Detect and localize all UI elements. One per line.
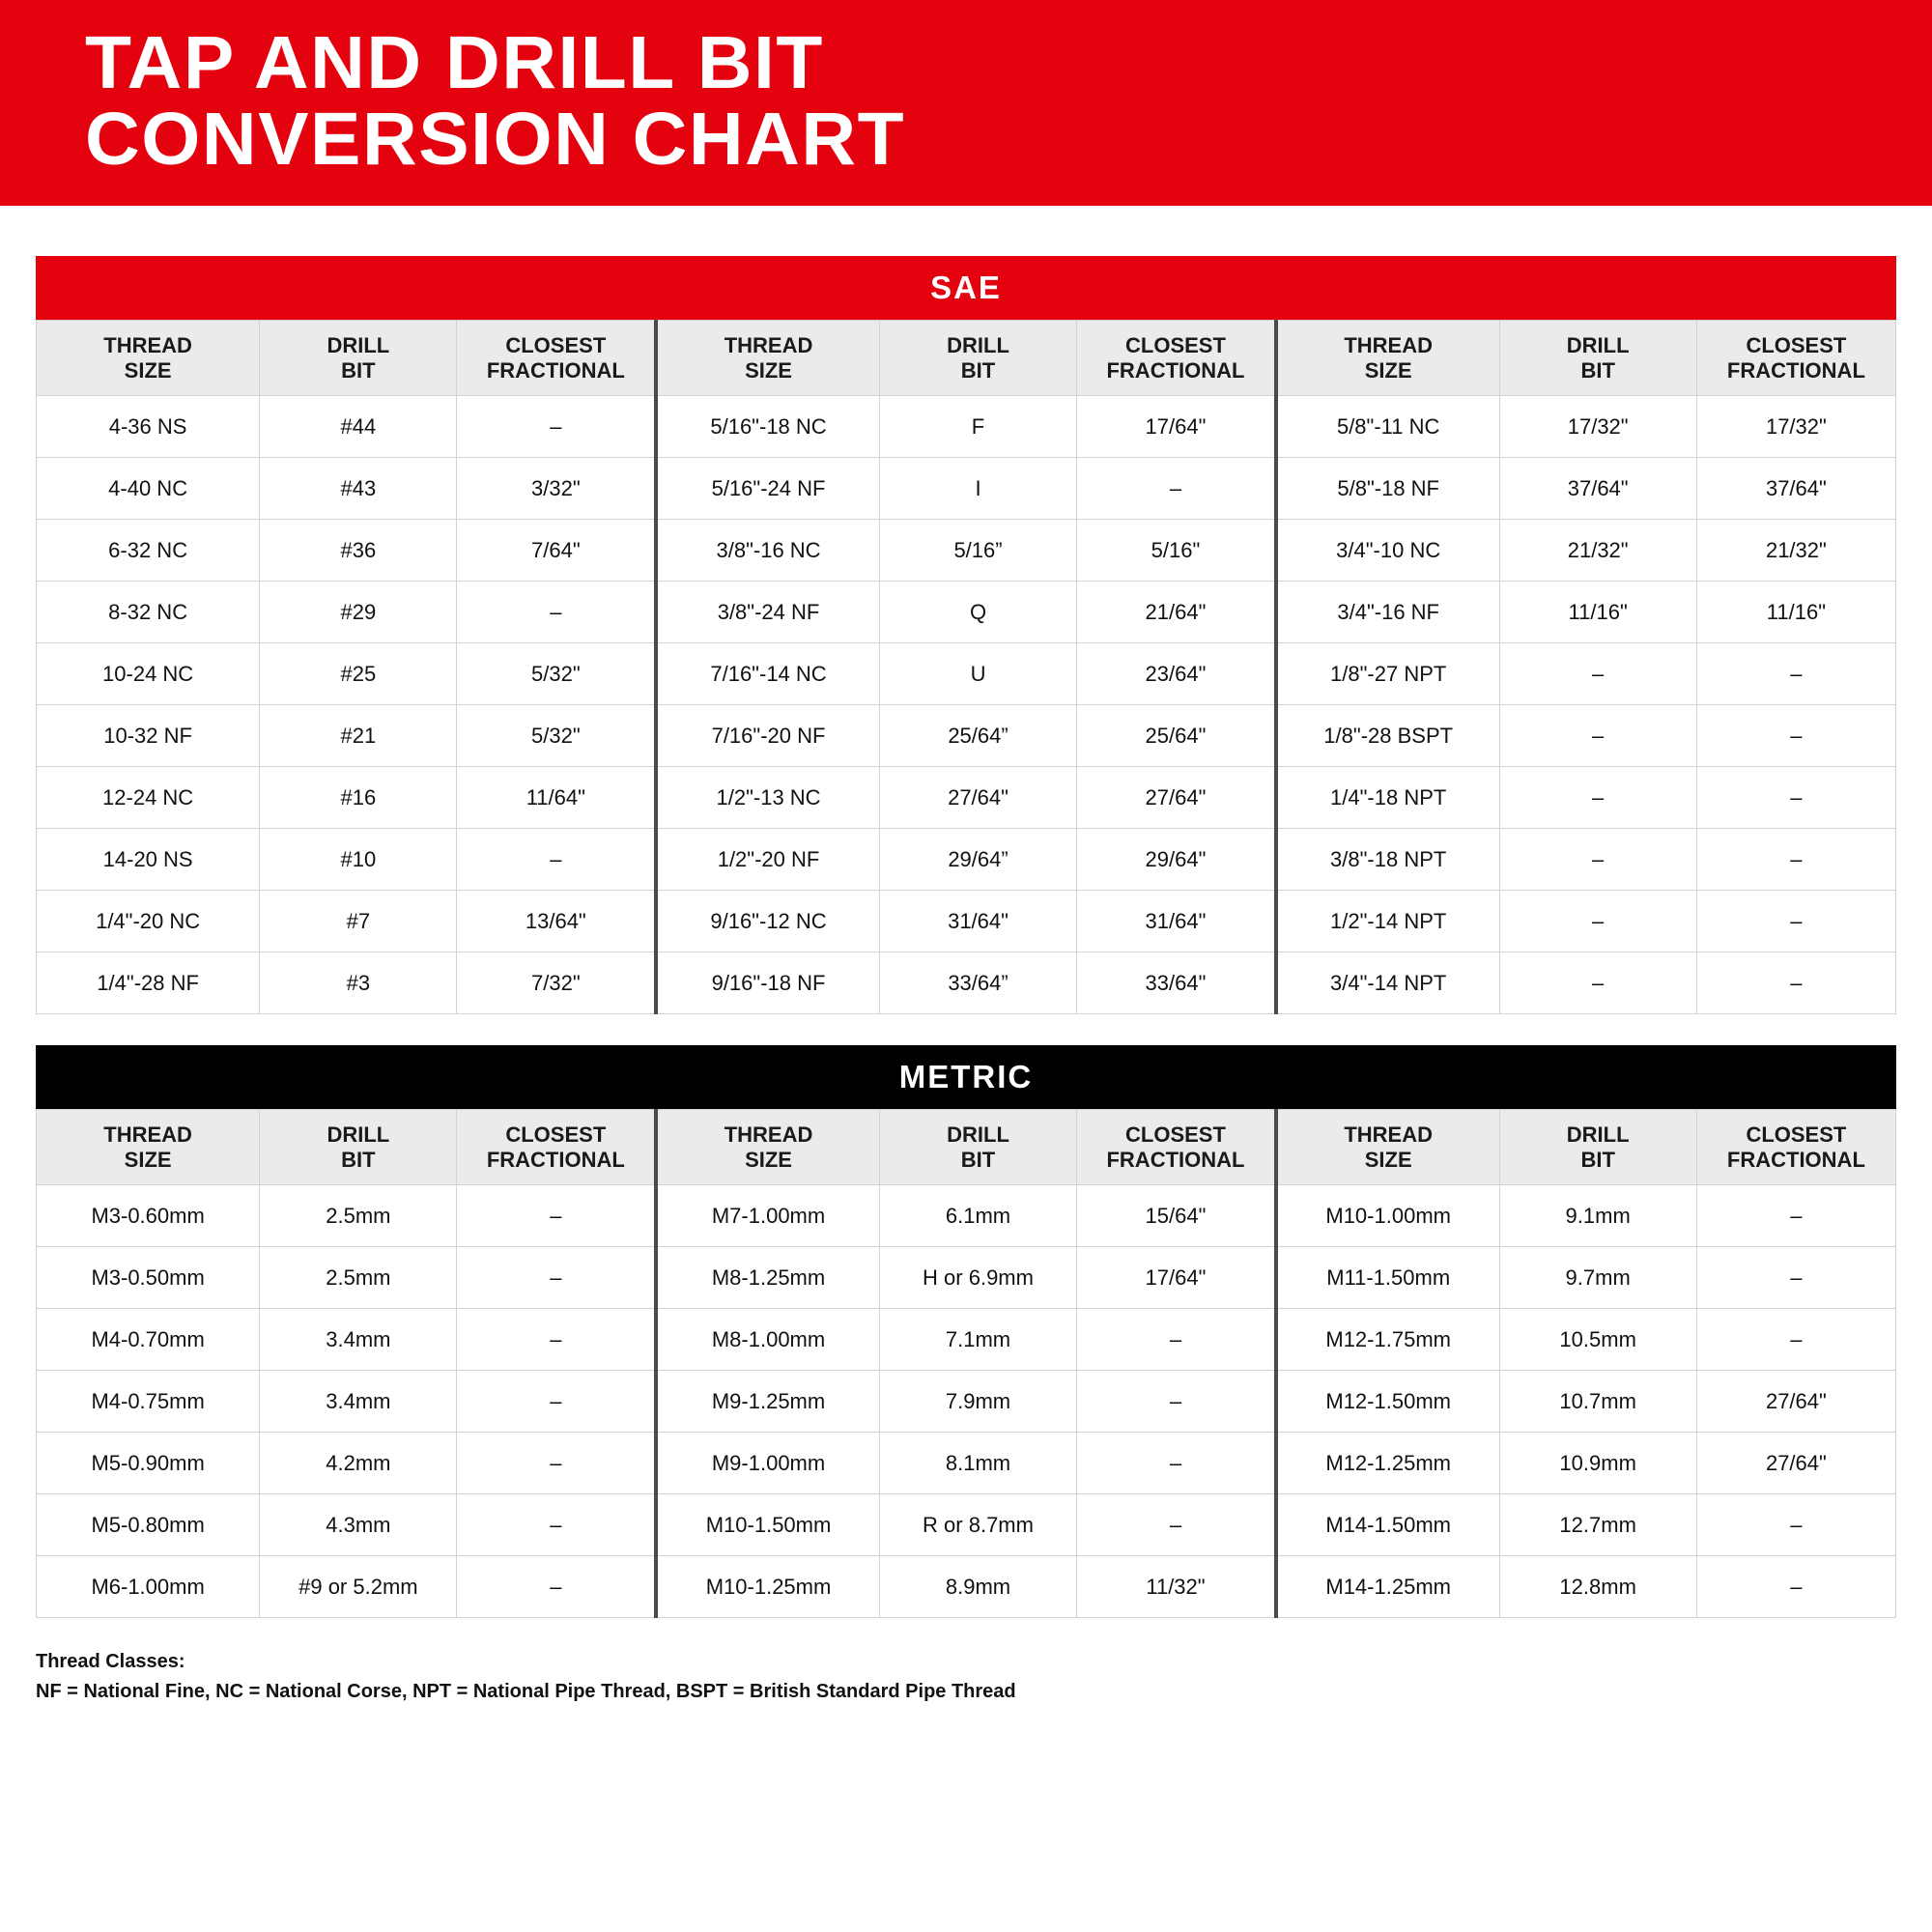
table-cell: 7/64" — [457, 520, 656, 582]
table-cell: M14-1.25mm — [1276, 1556, 1499, 1618]
header-line-2: BIT — [1580, 357, 1615, 383]
table-cell: 27/64" — [1696, 1371, 1895, 1433]
column-header-closest-fractional-1 — [457, 1110, 656, 1185]
table-cell: #10 — [260, 829, 457, 891]
header-line-2: FRACTIONAL — [1106, 1147, 1245, 1172]
table-cell: – — [1696, 1556, 1895, 1618]
table-row — [37, 520, 1896, 582]
table-cell: F — [879, 396, 1076, 458]
table-cell: 23/64" — [1077, 643, 1276, 705]
column-header-closest-fractional-2 — [1077, 1110, 1276, 1185]
table-cell: 17/32" — [1499, 396, 1696, 458]
table-cell: 3/8"-18 NPT — [1276, 829, 1499, 891]
table-cell: – — [1499, 952, 1696, 1014]
table-cell: 10.7mm — [1499, 1371, 1696, 1433]
header-line-1: DRILL — [1566, 332, 1630, 357]
table-cell: 5/8"-18 NF — [1276, 458, 1499, 520]
column-header-drill-bit-2 — [879, 1110, 1076, 1185]
table-cell: #29 — [260, 582, 457, 643]
table-cell: M10-1.25mm — [656, 1556, 879, 1618]
header-line-1: CLOSEST — [1746, 1122, 1847, 1147]
column-header-closest-fractional-3 — [1696, 1110, 1895, 1185]
header-line-2: SIZE — [745, 357, 792, 383]
table-cell: 3/8"-24 NF — [656, 582, 879, 643]
table-cell: – — [1696, 1494, 1895, 1556]
table-cell: 14-20 NS — [37, 829, 260, 891]
table-cell: 27/64" — [1696, 1433, 1895, 1494]
table-cell: M4-0.75mm — [37, 1371, 260, 1433]
table-cell: 10-24 NC — [37, 643, 260, 705]
header-line-2: SIZE — [1364, 357, 1412, 383]
table-cell: 37/64" — [1696, 458, 1895, 520]
table-cell: #43 — [260, 458, 457, 520]
table-cell: 3/4"-10 NC — [1276, 520, 1499, 582]
header-line-1: CLOSEST — [1746, 332, 1847, 357]
table-cell: 6-32 NC — [37, 520, 260, 582]
table-cell: 7/16"-20 NF — [656, 705, 879, 767]
table-cell: 5/32" — [457, 643, 656, 705]
table-cell: 3.4mm — [260, 1371, 457, 1433]
table-cell: 1/2"-14 NPT — [1276, 891, 1499, 952]
metric-table-head — [37, 1110, 1896, 1185]
table-cell: 1/4"-18 NPT — [1276, 767, 1499, 829]
table-row — [37, 1247, 1896, 1309]
table-cell: #3 — [260, 952, 457, 1014]
table-cell: 37/64" — [1499, 458, 1696, 520]
sae-banner: SAE — [36, 256, 1896, 320]
table-cell: 25/64” — [879, 705, 1076, 767]
table-row — [37, 582, 1896, 643]
table-cell: #7 — [260, 891, 457, 952]
table-cell: Q — [879, 582, 1076, 643]
table-cell: – — [1077, 1494, 1276, 1556]
header-line-1: DRILL — [1566, 1122, 1630, 1147]
table-cell: 4-36 NS — [37, 396, 260, 458]
table-cell: 2.5mm — [260, 1185, 457, 1247]
table-cell: – — [1696, 829, 1895, 891]
header-line-1: THREAD — [103, 1122, 192, 1147]
table-cell: – — [1077, 1309, 1276, 1371]
table-cell: M9-1.00mm — [656, 1433, 879, 1494]
table-cell: – — [1696, 705, 1895, 767]
column-header-thread-size-1 — [37, 321, 260, 396]
table-row — [37, 643, 1896, 705]
table-cell: 5/16"-18 NC — [656, 396, 879, 458]
table-cell: 9/16"-12 NC — [656, 891, 879, 952]
table-cell: M5-0.90mm — [37, 1433, 260, 1494]
header-line-2: SIZE — [745, 1147, 792, 1172]
table-cell: M12-1.75mm — [1276, 1309, 1499, 1371]
column-header-drill-bit-1 — [260, 321, 457, 396]
metric-section — [36, 1045, 1896, 1618]
table-row — [37, 1494, 1896, 1556]
table-cell: M5-0.80mm — [37, 1494, 260, 1556]
table-cell: – — [1696, 952, 1895, 1014]
column-header-thread-size-1 — [37, 1110, 260, 1185]
metric-banner: METRIC — [36, 1045, 1896, 1109]
table-cell: – — [1696, 643, 1895, 705]
table-cell: M8-1.25mm — [656, 1247, 879, 1309]
table-cell: 25/64" — [1077, 705, 1276, 767]
table-cell: #25 — [260, 643, 457, 705]
header-line-2: SIZE — [1364, 1147, 1412, 1172]
table-cell: – — [1499, 829, 1696, 891]
header-line-1: THREAD — [724, 1122, 813, 1147]
table-cell: – — [1696, 1185, 1895, 1247]
table-cell: 17/32" — [1696, 396, 1895, 458]
table-cell: 3.4mm — [260, 1309, 457, 1371]
header-line-2: BIT — [341, 357, 376, 383]
table-cell: #44 — [260, 396, 457, 458]
table-cell: M10-1.00mm — [1276, 1185, 1499, 1247]
sae-table — [36, 320, 1896, 1014]
column-header-closest-fractional-2 — [1077, 321, 1276, 396]
table-cell: – — [1696, 891, 1895, 952]
table-cell: 12.7mm — [1499, 1494, 1696, 1556]
table-row — [37, 1185, 1896, 1247]
table-cell: – — [1499, 767, 1696, 829]
table-cell: #9 or 5.2mm — [260, 1556, 457, 1618]
column-header-closest-fractional-3 — [1696, 321, 1895, 396]
table-cell: 3/4"-14 NPT — [1276, 952, 1499, 1014]
column-header-thread-size-3 — [1276, 321, 1499, 396]
table-row — [37, 829, 1896, 891]
table-row — [37, 1433, 1896, 1494]
table-cell: U — [879, 643, 1076, 705]
page-title-line-2: CONVERSION CHART — [85, 97, 906, 181]
header-line-2: SIZE — [124, 1147, 172, 1172]
header-line-2: FRACTIONAL — [1726, 357, 1865, 383]
table-cell: R or 8.7mm — [879, 1494, 1076, 1556]
table-cell: M3-0.50mm — [37, 1247, 260, 1309]
table-cell: M7-1.00mm — [656, 1185, 879, 1247]
header-line-1: CLOSEST — [1125, 332, 1226, 357]
header-line-1: THREAD — [103, 332, 192, 357]
table-cell: 7/32" — [457, 952, 656, 1014]
table-cell: 8.9mm — [879, 1556, 1076, 1618]
header-line-1: THREAD — [724, 332, 813, 357]
table-cell: 3/8"-16 NC — [656, 520, 879, 582]
table-cell: 9.1mm — [1499, 1185, 1696, 1247]
table-cell: 9/16"-18 NF — [656, 952, 879, 1014]
metric-table-body — [37, 1185, 1896, 1618]
table-cell: 8-32 NC — [37, 582, 260, 643]
metric-header-row — [37, 1110, 1896, 1185]
table-cell: 4.3mm — [260, 1494, 457, 1556]
header-line-1: CLOSEST — [505, 1122, 607, 1147]
column-header-thread-size-2 — [656, 321, 879, 396]
table-row — [37, 705, 1896, 767]
table-cell: 33/64” — [879, 952, 1076, 1014]
table-cell: 6.1mm — [879, 1185, 1076, 1247]
table-cell: M8-1.00mm — [656, 1309, 879, 1371]
table-cell: – — [457, 582, 656, 643]
table-cell: 31/64" — [1077, 891, 1276, 952]
header-line-2: BIT — [1580, 1147, 1615, 1172]
table-cell: M4-0.70mm — [37, 1309, 260, 1371]
table-cell: – — [1696, 767, 1895, 829]
table-row — [37, 1371, 1896, 1433]
table-row — [37, 1309, 1896, 1371]
table-cell: #16 — [260, 767, 457, 829]
table-row — [37, 891, 1896, 952]
table-cell: 29/64” — [879, 829, 1076, 891]
table-cell: – — [1077, 1371, 1276, 1433]
sae-table-head — [37, 321, 1896, 396]
table-cell: 12-24 NC — [37, 767, 260, 829]
table-row — [37, 458, 1896, 520]
table-cell: – — [1499, 891, 1696, 952]
table-cell: 3/32" — [457, 458, 656, 520]
table-cell: 15/64" — [1077, 1185, 1276, 1247]
table-cell: 11/16" — [1499, 582, 1696, 643]
sae-header-row — [37, 321, 1896, 396]
table-cell: 7/16"-14 NC — [656, 643, 879, 705]
table-cell: 7.1mm — [879, 1309, 1076, 1371]
table-cell: #36 — [260, 520, 457, 582]
header-line-1: THREAD — [1344, 1122, 1434, 1147]
table-cell: – — [1499, 705, 1696, 767]
column-header-drill-bit-3 — [1499, 321, 1696, 396]
table-cell: 11/64" — [457, 767, 656, 829]
table-cell: 2.5mm — [260, 1247, 457, 1309]
sae-table-body — [37, 396, 1896, 1014]
header-line-1: CLOSEST — [1125, 1122, 1226, 1147]
table-cell: M12-1.25mm — [1276, 1433, 1499, 1494]
table-cell: 17/64" — [1077, 396, 1276, 458]
table-cell: 10-32 NF — [37, 705, 260, 767]
table-cell: M6-1.00mm — [37, 1556, 260, 1618]
table-cell: 3/4"-16 NF — [1276, 582, 1499, 643]
column-header-thread-size-3 — [1276, 1110, 1499, 1185]
table-cell: 1/2"-20 NF — [656, 829, 879, 891]
title-banner — [0, 0, 1932, 206]
table-cell: M11-1.50mm — [1276, 1247, 1499, 1309]
column-header-drill-bit-3 — [1499, 1110, 1696, 1185]
table-row — [37, 396, 1896, 458]
column-header-drill-bit-2 — [879, 321, 1076, 396]
header-line-1: CLOSEST — [505, 332, 607, 357]
table-cell: 1/4"-20 NC — [37, 891, 260, 952]
table-cell: 33/64" — [1077, 952, 1276, 1014]
table-row — [37, 952, 1896, 1014]
table-cell: – — [457, 1247, 656, 1309]
table-cell: – — [457, 1433, 656, 1494]
table-cell: 27/64" — [879, 767, 1076, 829]
table-cell: – — [1077, 458, 1276, 520]
header-line-2: FRACTIONAL — [486, 1147, 625, 1172]
table-cell: 13/64" — [457, 891, 656, 952]
header-line-2: SIZE — [124, 357, 172, 383]
table-cell: – — [1696, 1247, 1895, 1309]
table-cell: M3-0.60mm — [37, 1185, 260, 1247]
metric-table — [36, 1109, 1896, 1618]
table-cell: – — [457, 1309, 656, 1371]
table-cell: 21/64" — [1077, 582, 1276, 643]
table-cell: 5/16"-24 NF — [656, 458, 879, 520]
thread-classes-legend: NF = National Fine, NC = National Corse, NPT = National Pipe Thread, BSPT = British Standard Pipe Thread — [36, 1681, 1016, 1703]
table-cell: M10-1.50mm — [656, 1494, 879, 1556]
table-cell: 12.8mm — [1499, 1556, 1696, 1618]
table-cell: 5/32" — [457, 705, 656, 767]
header-line-2: FRACTIONAL — [1726, 1147, 1865, 1172]
table-cell: 11/16" — [1696, 582, 1895, 643]
table-cell: 29/64" — [1077, 829, 1276, 891]
header-line-1: DRILL — [947, 332, 1009, 357]
table-row — [37, 767, 1896, 829]
table-cell: 31/64" — [879, 891, 1076, 952]
header-line-2: FRACTIONAL — [1106, 357, 1245, 383]
table-row — [37, 1556, 1896, 1618]
header-line-1: DRILL — [947, 1122, 1009, 1147]
table-cell: – — [457, 829, 656, 891]
table-cell: H or 6.9mm — [879, 1247, 1076, 1309]
table-cell: 1/8"-27 NPT — [1276, 643, 1499, 705]
table-cell: 8.1mm — [879, 1433, 1076, 1494]
table-cell: 4-40 NC — [37, 458, 260, 520]
table-cell: M14-1.50mm — [1276, 1494, 1499, 1556]
table-cell: – — [457, 396, 656, 458]
table-cell: – — [1499, 643, 1696, 705]
footer-notes — [36, 1618, 1896, 1707]
table-cell: 11/32" — [1077, 1556, 1276, 1618]
header-line-1: DRILL — [327, 1122, 390, 1147]
table-cell: 9.7mm — [1499, 1247, 1696, 1309]
table-cell: 1/8"-28 BSPT — [1276, 705, 1499, 767]
table-cell: – — [457, 1556, 656, 1618]
table-cell: 21/32" — [1499, 520, 1696, 582]
header-line-2: FRACTIONAL — [486, 357, 625, 383]
table-cell: 17/64" — [1077, 1247, 1276, 1309]
header-line-1: THREAD — [1344, 332, 1434, 357]
table-cell: 5/16" — [1077, 520, 1276, 582]
table-cell: 10.9mm — [1499, 1433, 1696, 1494]
column-header-drill-bit-1 — [260, 1110, 457, 1185]
table-cell: M9-1.25mm — [656, 1371, 879, 1433]
table-cell: I — [879, 458, 1076, 520]
table-cell: 1/2"-13 NC — [656, 767, 879, 829]
header-line-1: DRILL — [327, 332, 390, 357]
table-cell: #21 — [260, 705, 457, 767]
table-cell: 7.9mm — [879, 1371, 1076, 1433]
table-cell: – — [457, 1185, 656, 1247]
page-title-line-1: TAP AND DRILL BIT — [85, 21, 824, 104]
header-line-2: BIT — [341, 1147, 376, 1172]
table-cell: 27/64" — [1077, 767, 1276, 829]
column-header-closest-fractional-1 — [457, 321, 656, 396]
table-cell: M12-1.50mm — [1276, 1371, 1499, 1433]
table-cell: – — [1077, 1433, 1276, 1494]
column-header-thread-size-2 — [656, 1110, 879, 1185]
table-cell: 10.5mm — [1499, 1309, 1696, 1371]
table-cell: – — [1696, 1309, 1895, 1371]
table-cell: 1/4"-28 NF — [37, 952, 260, 1014]
table-cell: – — [457, 1494, 656, 1556]
table-cell: – — [457, 1371, 656, 1433]
header-line-2: BIT — [960, 357, 996, 383]
table-cell: 5/8"-11 NC — [1276, 396, 1499, 458]
table-cell: 21/32" — [1696, 520, 1895, 582]
header-line-2: BIT — [960, 1147, 996, 1172]
thread-classes-label: Thread Classes: — [36, 1651, 185, 1673]
table-cell: 5/16” — [879, 520, 1076, 582]
table-cell: 4.2mm — [260, 1433, 457, 1494]
sae-section — [36, 256, 1896, 1014]
